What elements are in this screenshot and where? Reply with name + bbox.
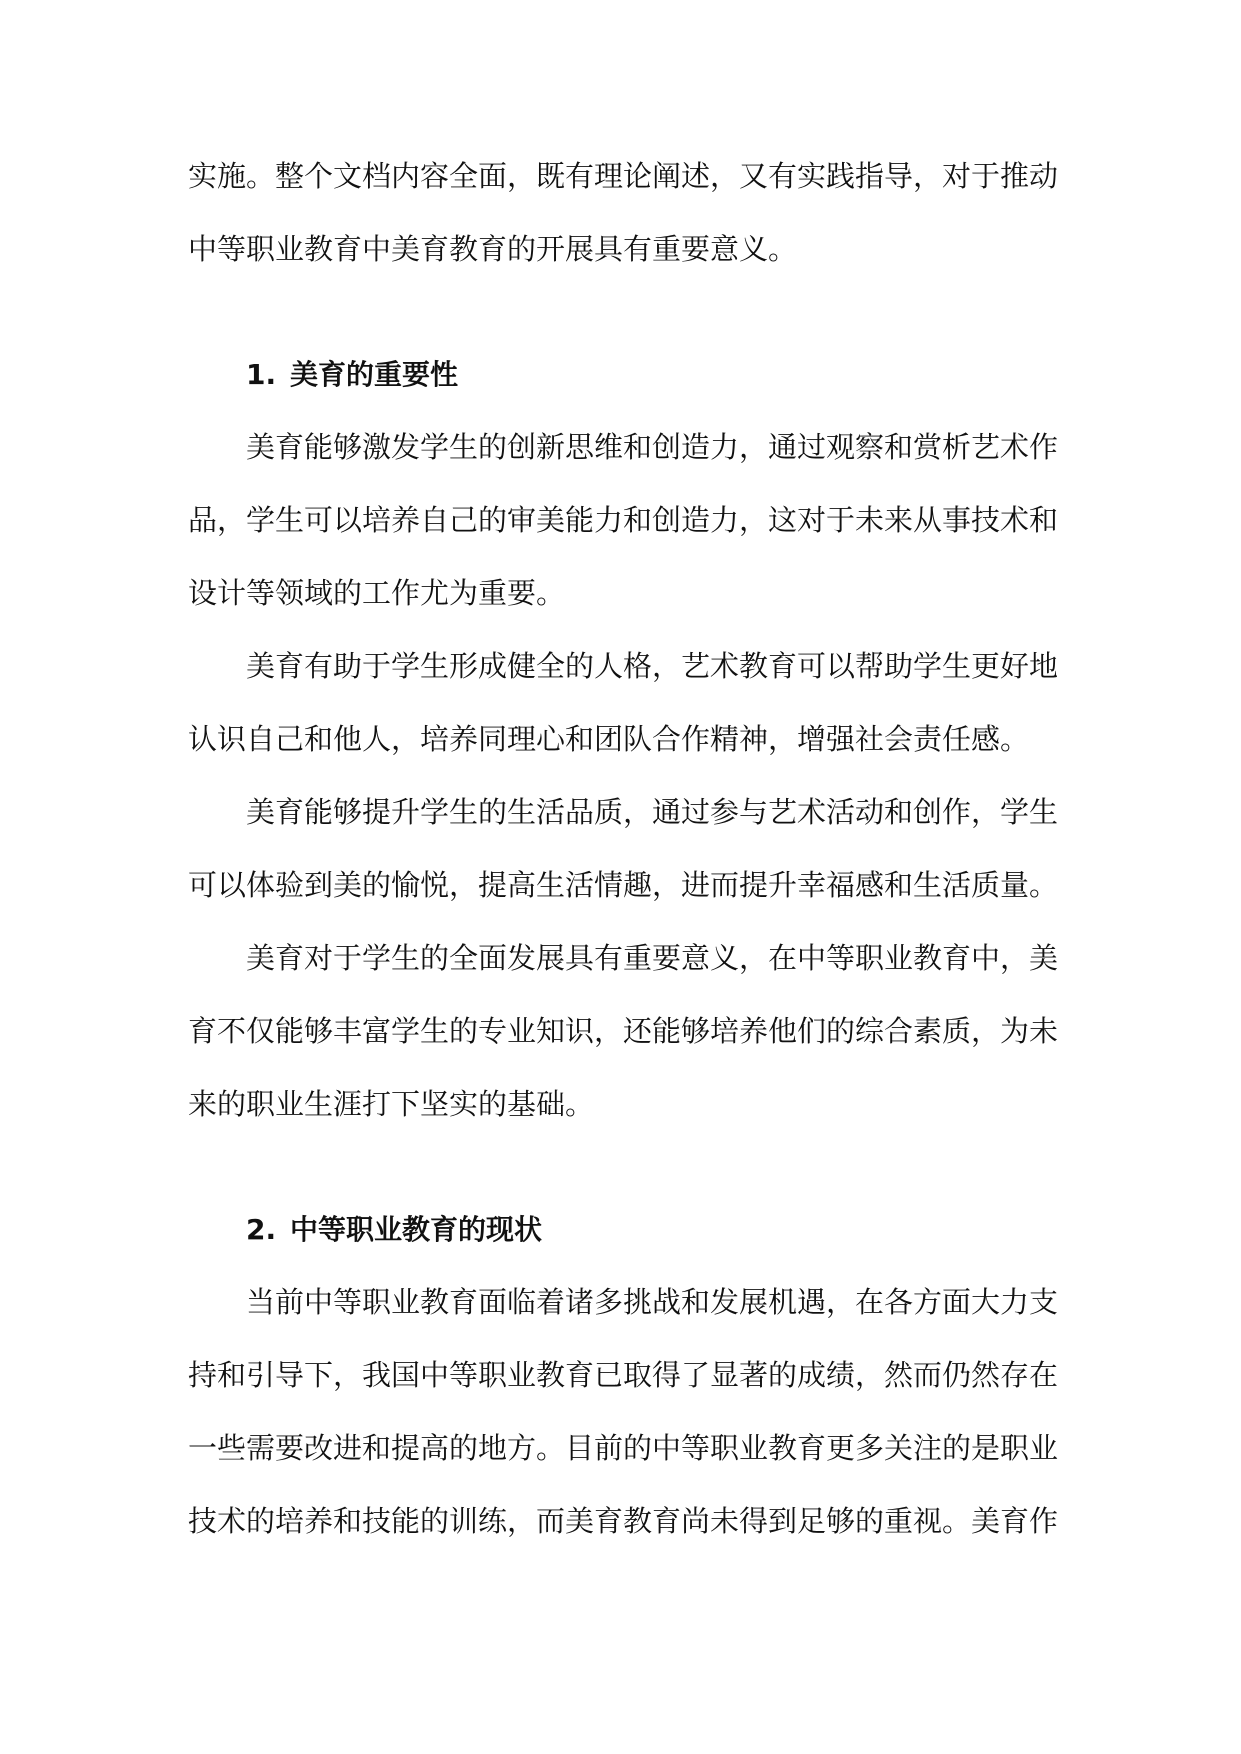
intro-continuation-paragraph: 实施。整个文档内容全面，既有理论阐述，又有实践指导，对于推动中等职业教育中美育教育的开展具有重要意义。 [188,159,1059,266]
body-paragraph: 美育能够提升学生的生活品质，通过参与艺术活动和创作，学生可以体验到美的愉悦，提高生活情趣，进而提升幸福感和生活质量。 [188,795,1059,902]
section-number: 2. [246,1213,277,1246]
section-spacer [188,1141,1058,1193]
body-paragraph: 当前中等职业教育面临着诸多挑战和发展机遇，在各方面大力支持和引导下，我国中等职业教育已取得了显著的成绩，然而仍然存在一些需要改进和提高的地方。目前的中等职业教育更多关注的是职业技术的培养和技能的训练，而美育教育尚未得到足够的重视。美育作 [188,1285,1059,1538]
section-title: 美育的重要性 [290,358,459,391]
section-number: 1. [246,358,277,391]
section-spacer [188,286,1058,338]
body-paragraph: 美育能够激发学生的创新思维和创造力，通过观察和赏析艺术作品，学生可以培养自己的审美能力和创造力，这对于未来从事技术和设计等领域的工作尤为重要。 [188,430,1059,610]
section-title: 中等职业教育的现状 [290,1213,543,1246]
section-heading-importance [188,338,1058,411]
body-paragraph: 美育对于学生的全面发展具有重要意义，在中等职业教育中，美育不仅能够丰富学生的专业知识，还能够培养他们的综合素质，为未来的职业生涯打下坚实的基础。 [188,941,1059,1121]
document-body [188,140,1058,1558]
body-paragraph: 美育有助于学生形成健全的人格，艺术教育可以帮助学生更好地认识自己和他人，培养同理心和团队合作精神，增强社会责任感。 [188,649,1059,756]
section-heading-status [188,1193,1058,1266]
